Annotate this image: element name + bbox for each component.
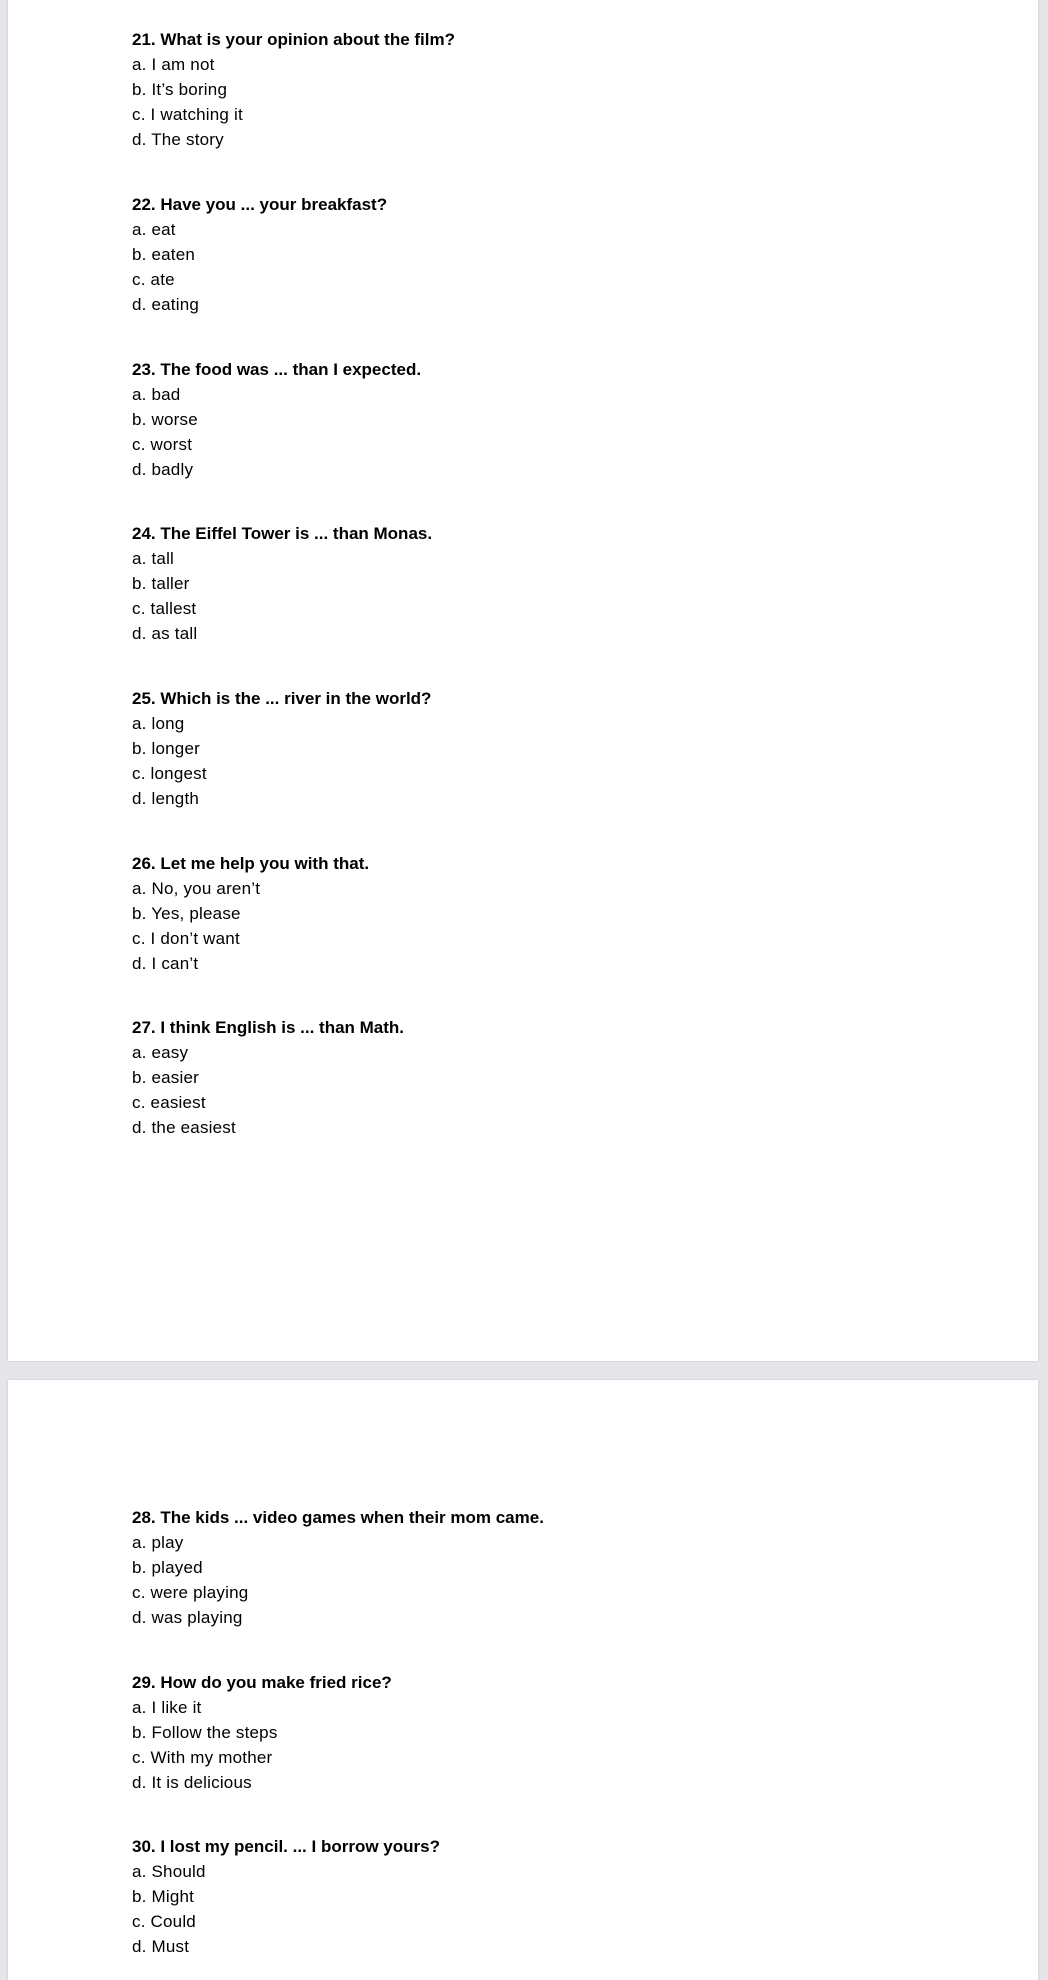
question-text: 26. Let me help you with that. — [132, 854, 370, 873]
option-c: c. Could — [132, 1912, 196, 1931]
option-d: d. I can’t — [132, 954, 199, 973]
answer-options — [132, 546, 832, 646]
question-23 — [132, 357, 832, 482]
option-c: c. were playing — [132, 1583, 249, 1602]
option-c: c. worst — [132, 435, 193, 454]
document-page-1 — [8, 0, 1038, 1361]
option-d: d. It is delicious — [132, 1773, 252, 1792]
option-a: a. play — [132, 1533, 184, 1552]
answer-options — [132, 711, 832, 811]
document-page-2 — [8, 1380, 1038, 1980]
question-text: 22. Have you ... your breakfast? — [132, 195, 388, 214]
answer-options — [132, 217, 832, 317]
option-a: a. I am not — [132, 55, 215, 74]
option-a: a. I like it — [132, 1698, 202, 1717]
option-a: a. easy — [132, 1043, 189, 1062]
question-29 — [132, 1670, 832, 1795]
option-d: d. Must — [132, 1937, 190, 1956]
option-b: b. easier — [132, 1068, 200, 1087]
question-21 — [132, 27, 832, 152]
question-text: 25. Which is the ... river in the world? — [132, 689, 432, 708]
question-24 — [132, 521, 832, 646]
question-22 — [132, 192, 832, 317]
question-25 — [132, 686, 832, 811]
option-a: a. eat — [132, 220, 176, 239]
option-b: b. eaten — [132, 245, 196, 264]
option-c: c. longest — [132, 764, 207, 783]
question-26 — [132, 851, 832, 976]
option-c: c. I watching it — [132, 105, 243, 124]
option-b: b. played — [132, 1558, 203, 1577]
option-d: d. the easiest — [132, 1118, 236, 1137]
option-c: c. tallest — [132, 599, 197, 618]
option-b: b. longer — [132, 739, 200, 758]
question-text: 28. The kids ... video games when their mom came. — [132, 1508, 544, 1527]
option-a: a. Should — [132, 1862, 206, 1881]
question-text: 23. The food was ... than I expected. — [132, 360, 422, 379]
answer-options — [132, 52, 832, 152]
option-d: d. eating — [132, 295, 200, 314]
option-a: a. tall — [132, 549, 175, 568]
question-28 — [132, 1505, 832, 1630]
option-b: b. Follow the steps — [132, 1723, 278, 1742]
option-d: d. The story — [132, 130, 224, 149]
answer-options — [132, 1040, 832, 1140]
option-a: a. No, you aren’t — [132, 879, 261, 898]
option-b: b. worse — [132, 410, 198, 429]
option-a: a. long — [132, 714, 185, 733]
option-b: b. taller — [132, 574, 190, 593]
question-30 — [132, 1834, 832, 1959]
question-text: 29. How do you make fried rice? — [132, 1673, 392, 1692]
option-d: d. as tall — [132, 624, 198, 643]
option-c: c. ate — [132, 270, 175, 289]
option-c: c. easiest — [132, 1093, 206, 1112]
answer-options — [132, 876, 832, 976]
question-text: 27. I think English is ... than Math. — [132, 1018, 405, 1037]
question-text: 30. I lost my pencil. ... I borrow yours? — [132, 1837, 440, 1856]
option-d: d. was playing — [132, 1608, 243, 1627]
answer-options — [132, 1859, 832, 1959]
answer-options — [132, 382, 832, 482]
answer-options — [132, 1530, 832, 1630]
option-a: a. bad — [132, 385, 181, 404]
option-b: b. Might — [132, 1887, 195, 1906]
option-b: b. Yes, please — [132, 904, 241, 923]
option-b: b. It’s boring — [132, 80, 228, 99]
question-27 — [132, 1015, 832, 1140]
option-c: c. I don’t want — [132, 929, 240, 948]
option-d: d. badly — [132, 460, 194, 479]
answer-options — [132, 1695, 832, 1795]
question-text: 24. The Eiffel Tower is ... than Monas. — [132, 524, 433, 543]
question-text: 21. What is your opinion about the film? — [132, 30, 455, 49]
option-d: d. length — [132, 789, 200, 808]
option-c: c. With my mother — [132, 1748, 273, 1767]
